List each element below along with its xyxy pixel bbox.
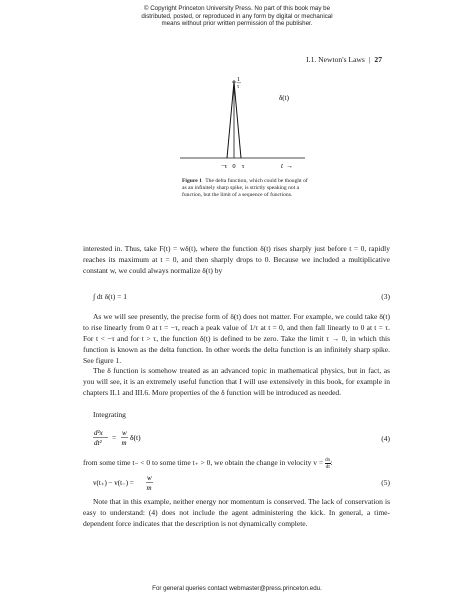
paragraph-5 (83, 457, 383, 470)
section-title: I.1. Newton's Laws (306, 55, 365, 64)
paragraph-6 (83, 496, 390, 529)
inline-fraction-num: dx (325, 457, 331, 463)
header-separator: | (368, 55, 371, 64)
inline-fraction-den: dt (325, 464, 330, 470)
eq5-w: w (147, 474, 152, 482)
eq4-denominator: dt² (94, 439, 102, 447)
paragraph-4 (83, 409, 390, 420)
equation-4 (90, 427, 170, 449)
copyright-line: distributed, posted, or reproduced in any form by digital or mechanical (141, 12, 333, 20)
eq4-numerator: d²x (94, 429, 103, 437)
axis-arrow: → (286, 162, 293, 170)
paragraph-5-colon: : (330, 458, 333, 468)
page-number: 27 (374, 55, 382, 64)
peak-label-denominator: τ (237, 84, 240, 90)
tick-label-minus-tau: −τ (220, 163, 228, 170)
paragraph-3-text: The δ function is somehow treated as an advanced topic in mathematical physics, but in fact, as you will see, it is an extremely useful function that I will use extensively in this book, for example in chapters II.1 and III.6. More properties of the δ function will be introduced as needed. (83, 366, 390, 398)
figure-caption (182, 178, 310, 200)
figure-label: Figure 1 (182, 178, 202, 184)
paragraph-4-text: Integrating (93, 410, 126, 419)
copyright-line: means without prior written permission of the publisher. (161, 20, 313, 28)
running-head (306, 55, 382, 64)
equation-4-number: (4) (381, 434, 390, 443)
tick-label-tau: τ (241, 163, 245, 170)
paragraph-3 (83, 365, 390, 398)
eq4-m: m (121, 439, 127, 447)
eq5-m: m (146, 484, 152, 492)
footer-contact: For general queries contact webmaster@press.princeton.edu. (152, 585, 322, 592)
tick-label-zero: 0 (232, 163, 236, 170)
function-label: δ(t) (279, 94, 289, 102)
paragraph-1: interested in. Thus, take F(t) = wδ(t), where the function δ(t) rises sharply just before t = 0, rapidly reaches its maximum at t = 0, and then sharply drops to 0. Because we included a multiplicative constant w, we could always normalize δ(t) by (83, 244, 390, 276)
paragraph-6-text: Note that in this example, neither energy nor momentum is conserved. The lack of conservation is easy to understand: (4) does not include the agent administering the kick. In general, a time-dependent force indicates that the description is not dynamically complete. (83, 497, 390, 529)
equation-3-number: (3) (381, 292, 390, 301)
peak-label-numerator: 1 (237, 77, 240, 83)
figure-caption-text: The delta function, which could be thought of as an infinitely sharp spike, is strictly speaking not a function, but the limit of a sequence of functions. (182, 178, 308, 199)
eq4-w: w (122, 429, 127, 437)
equation-5-number: (5) (381, 478, 390, 487)
equation-5 (90, 472, 190, 494)
copyright-notice (0, 5, 474, 28)
paragraph-2-text: As we will see presently, the precise form of δ(t) does not matter. For example, we could take δ(t) to rise linearly from 0 at t = −τ, reach a peak value of 1/τ at t = 0, and then fall linearly to 0 at t = τ. For t < −τ and for t > τ, the function δ(t) is defined to be zero. Take the limit τ → 0, in which this function is known as the delta function. In other words the delta function is an infinitely sharp spike. See figure 1. (83, 312, 390, 366)
delta-function-figure (175, 70, 311, 174)
equation-3: ∫ dt δ(t) = 1 (93, 292, 127, 301)
paragraph-2 (83, 311, 390, 366)
eq4-equals: = (112, 433, 117, 442)
axis-label-t: t (281, 162, 283, 170)
eq5-lhs: v(t₊) − v(t₋) = (93, 479, 134, 487)
eq4-delta: δ(t) (130, 433, 141, 442)
paragraph-5-text: from some time t₋ < 0 to some time t₊ > 0, we obtain the change in velocity v = (83, 458, 324, 468)
copyright-line: © Copyright Princeton University Press. No part of this book may be (143, 5, 331, 12)
